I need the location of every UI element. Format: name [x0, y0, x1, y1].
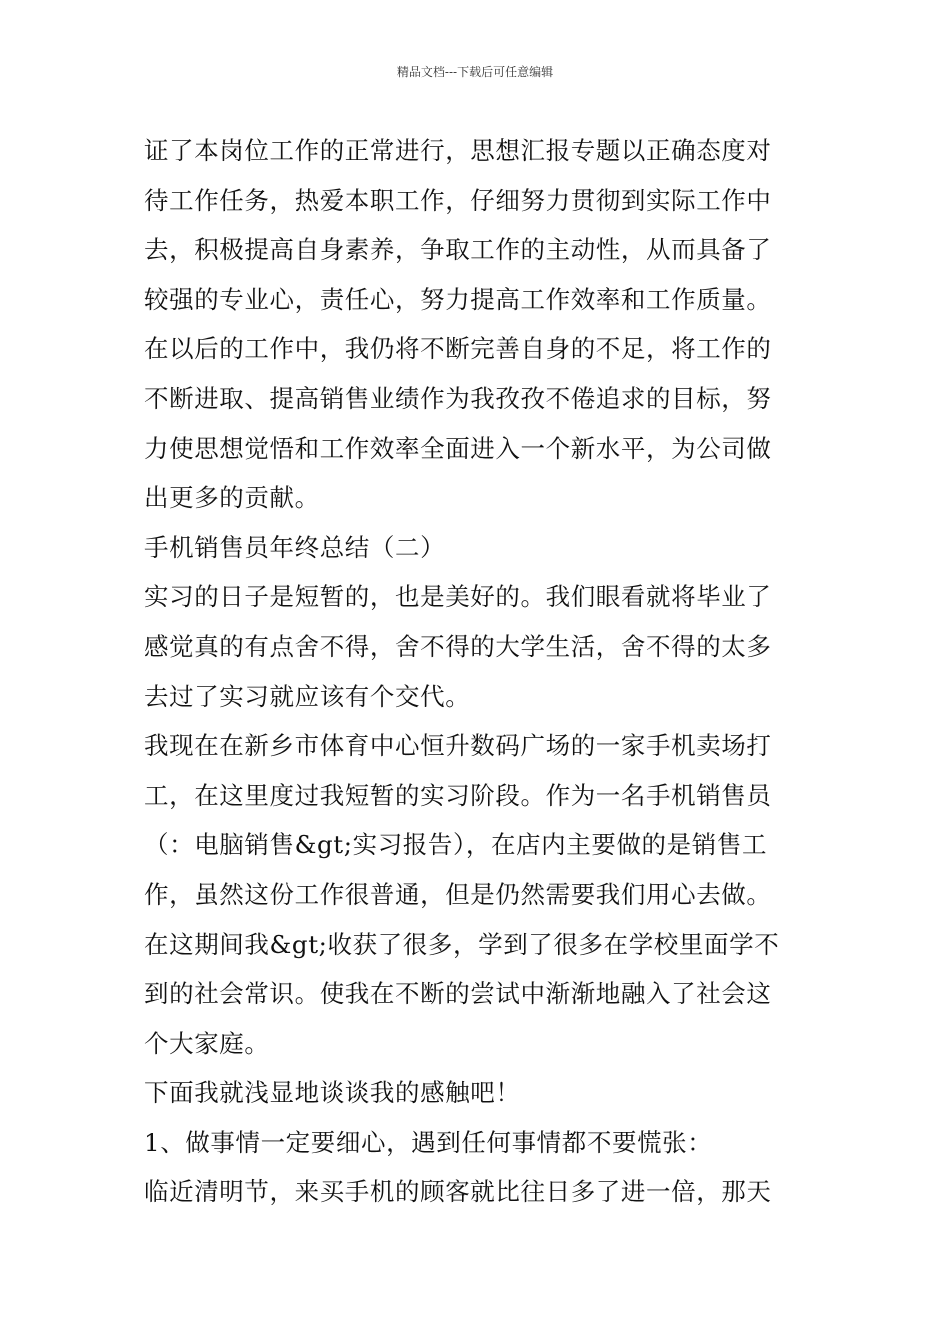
text-line: 去，积极提高自身素养，争取工作的主动性，从而具备了: [144, 235, 772, 265]
text-line: 证了本岗位工作的正常进行，思想汇报专题以正确态度对: [144, 136, 772, 165]
text-line: 下面我就浅显地谈谈我的感触吧！: [144, 1078, 521, 1108]
text-line: 到的社会常识。使我在不断的尝试中渐渐地融入了社会这: [144, 979, 772, 1009]
text-line: 力使思想觉悟和工作效率全面进入一个新水平，为公司做: [144, 433, 772, 463]
text-line: 在这期间我&gt;收获了很多，学到了很多在学校里面学不: [144, 929, 780, 959]
text-line: 去过了实习就应该有个交代。: [144, 681, 471, 711]
text-line: 临近清明节，来买手机的顾客就比往日多了进一倍，那天: [144, 1177, 772, 1207]
section-heading: 手机销售员年终总结（二）: [144, 532, 446, 562]
text-line: 在以后的工作中，我仍将不断完善自身的不足，将工作的: [144, 334, 772, 364]
text-line: 待工作任务，热爱本职工作，仔细努力贯彻到实际工作中: [144, 185, 772, 215]
document-body: [144, 126, 810, 1217]
text-line: 感觉真的有点舍不得，舍不得的大学生活，舍不得的太多: [144, 631, 772, 661]
text-line: 工，在这里度过我短暂的实习阶段。作为一名手机销售员: [144, 780, 772, 810]
text-line: 1、做事情一定要细心，遇到任何事情都不要慌张：: [144, 1127, 713, 1157]
text-line: 我现在在新乡市体育中心恒升数码广场的一家手机卖场打: [144, 731, 772, 761]
text-line: 实习的日子是短暂的，也是美好的。我们眼看就将毕业了: [144, 582, 772, 612]
text-line: 作，虽然这份工作很普通，但是仍然需要我们用心去做。: [144, 879, 772, 909]
text-line: 个大家庭。: [144, 1028, 270, 1058]
text-line: 较强的专业心，责任心，努力提高工作效率和工作质量。: [144, 284, 772, 314]
text-line: 出更多的贡献。: [144, 483, 320, 513]
page-header: 精品文档---下载后可任意编辑: [396, 65, 554, 79]
text-line: （：电脑销售&gt;实习报告），在店内主要做的是销售工: [144, 830, 768, 860]
text-line: 不断进取、提高销售业绩作为我孜孜不倦追求的目标，努: [144, 383, 772, 413]
